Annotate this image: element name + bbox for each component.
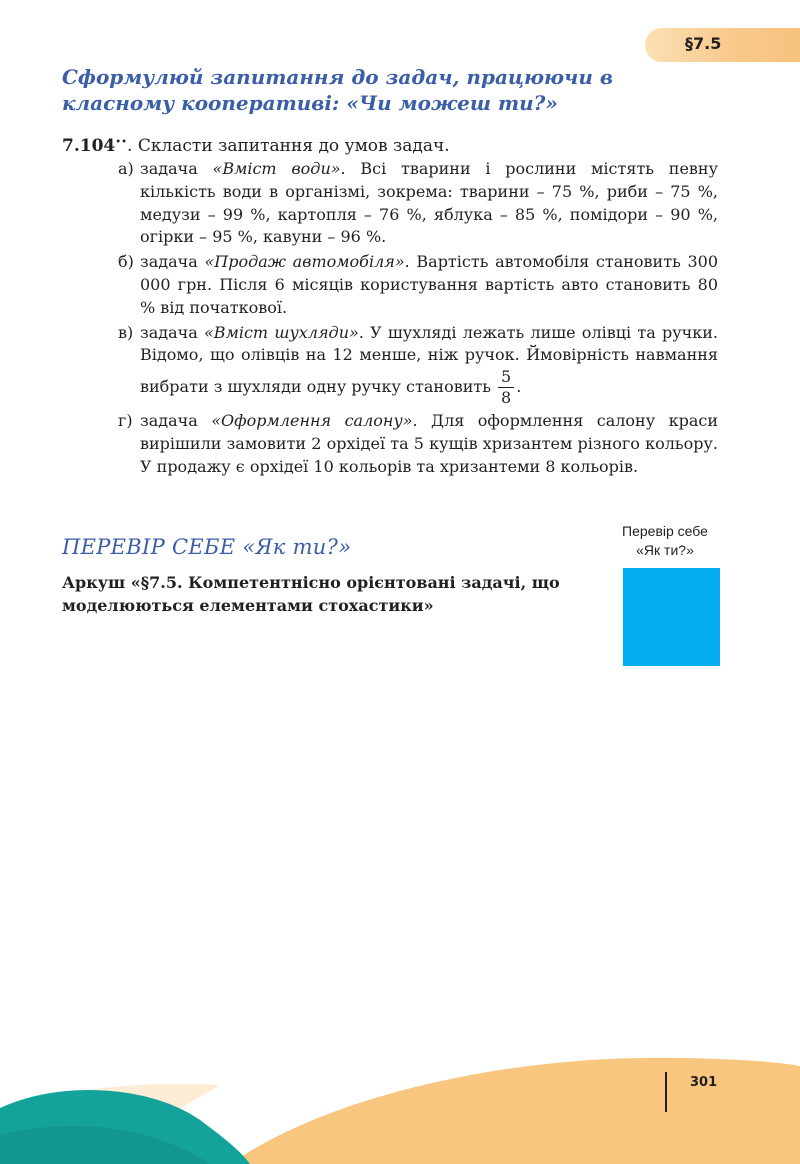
item-label: б) (118, 252, 134, 272)
item-text: . Вартість автомобіля становить 300 000 грн. Після 6 місяців користування вартість авто становить 80 % від початкової. (140, 252, 718, 317)
task-number-value: 7.104 (62, 136, 116, 156)
section-label: §7.5 (685, 34, 722, 53)
item-prefix: задача (140, 322, 205, 342)
side-label-line1: Перевір себе (622, 523, 708, 539)
item-text: . Всі тварини і рослини містять певну кількість води в організмі, зокрема: тварини – 75 %, риби – 75 %, медузи – 99 %, картопля – 76 %, яблука – 85 %, помідори – 90 %, огірки – 95 %, кавуни – 96 %. (140, 159, 718, 247)
item-prefix: задача (140, 252, 205, 272)
qr-code-placeholder[interactable] (623, 568, 720, 666)
task-intro: . Скласти запитання до умов задач. (127, 136, 450, 156)
page-divider (665, 1072, 667, 1112)
item-label: г) (118, 411, 133, 431)
task-items (118, 158, 718, 481)
task-item-d (118, 410, 718, 478)
item-text: . У шухляді лежать лише олівці та ручки. Відомо, що олівців на 12 менше, ніж ручок. Ймовірність навмання вибрати з шухляди одну ручку становить (140, 322, 718, 397)
fraction (498, 367, 514, 408)
item-tail: . (516, 377, 522, 397)
task-item-c (118, 322, 718, 409)
item-title: «Продаж автомобіля» (204, 252, 405, 272)
task-item-b (118, 251, 718, 319)
item-title: «Вміст шухляди» (204, 322, 359, 342)
fraction-denominator: 8 (501, 388, 512, 408)
section-tab (645, 28, 800, 62)
item-text: . Для оформлення салону краси вирішили замовити 2 орхідеї та 5 кущів хризантем різного кольору. У продажу є орхідеї 10 кольорів та хризантеми 8 кольорів. (140, 411, 718, 476)
item-label: в) (118, 322, 134, 342)
fraction-numerator: 5 (498, 367, 514, 388)
item-prefix: задача (140, 159, 213, 178)
task-item-a (118, 158, 718, 249)
difficulty-dots: •• (115, 137, 128, 148)
item-title: «Оформлення салону» (211, 411, 413, 431)
self-check-side-label (600, 522, 730, 560)
page-number: 301 (690, 1075, 718, 1090)
item-prefix: задача (140, 411, 212, 431)
self-check-heading: ПЕРЕВІР СЕБЕ «Як ти?» (62, 535, 352, 559)
orange-wave-shape (230, 1058, 800, 1164)
worksheet-reference: Аркуш «§7.5. Компетентнісно орієнтовані задачі, що моделюються елементами стохастики» (62, 573, 560, 615)
item-title: «Вміст води» (212, 159, 341, 178)
item-label: а) (118, 159, 134, 178)
task-number (62, 131, 450, 158)
side-label-line2: «Як ти?» (636, 542, 694, 558)
cooperative-heading: Сформулюй запитання до задач, працюючи в класному кооперативі: «Чи можеш ти?» (62, 65, 613, 115)
